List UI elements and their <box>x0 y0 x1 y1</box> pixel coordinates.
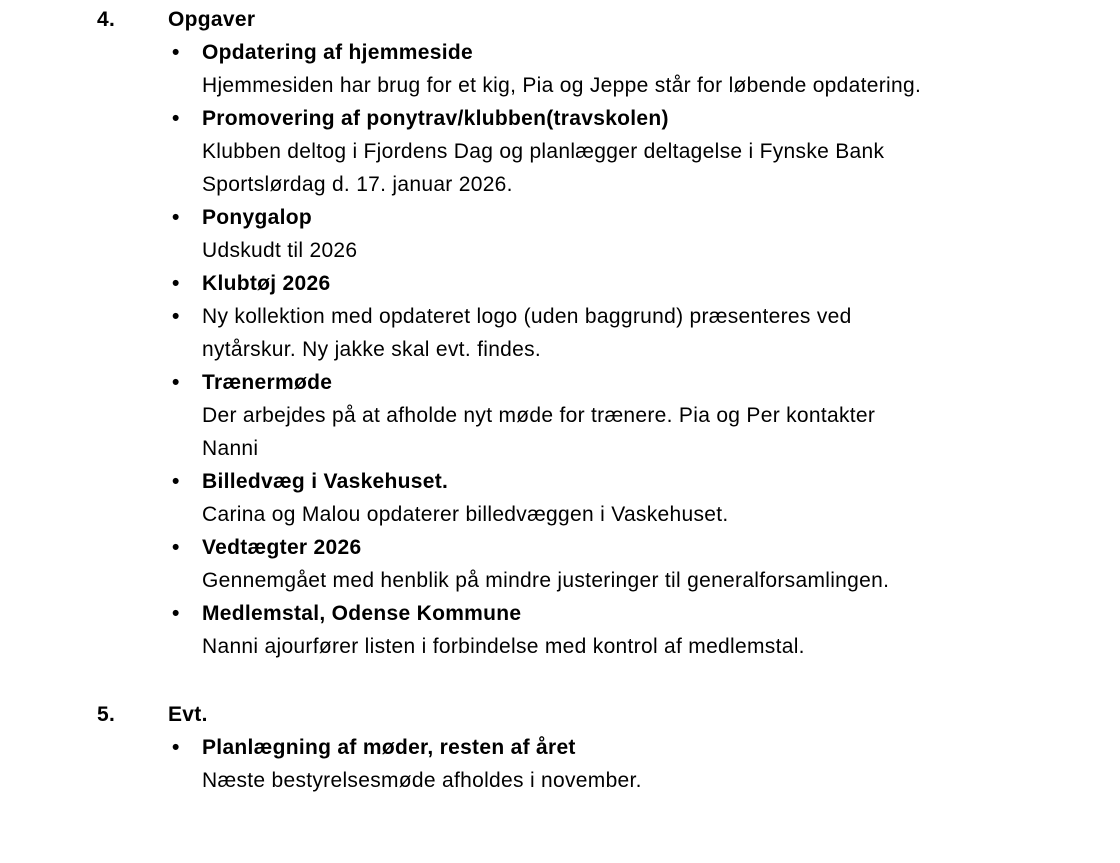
item-text-line: Næste bestyrelsesmøde afholdes i november. <box>202 769 642 792</box>
list-item <box>97 366 1100 465</box>
list-item <box>97 102 1100 201</box>
section-items <box>97 36 1100 663</box>
item-heading: Ponygalop <box>202 206 313 229</box>
item-text-line: Hjemmesiden har brug for et kig, Pia og Jeppe står for løbende opdatering. <box>202 74 922 97</box>
item-heading: Vedtægter 2026 <box>202 536 362 559</box>
bullet-icon: • <box>172 107 180 130</box>
list-item <box>97 267 1100 300</box>
item-heading: Planlægning af møder, resten af året <box>202 736 576 759</box>
list-item <box>97 731 1100 797</box>
section-number: 5. <box>97 703 116 726</box>
section-items <box>97 731 1100 797</box>
bullet-icon: • <box>172 206 180 229</box>
section-number: 4. <box>97 8 116 31</box>
item-text-line: Udskudt til 2026 <box>202 239 358 262</box>
item-text-line: Sportslørdag d. 17. januar 2026. <box>202 173 513 196</box>
item-heading: Trænermøde <box>202 371 333 394</box>
item-text-line: nytårskur. Ny jakke skal evt. findes. <box>202 338 542 361</box>
bullet-icon: • <box>172 305 180 328</box>
bullet-icon: • <box>172 602 180 625</box>
item-heading: Promovering af ponytrav/klubben(travskolen) <box>202 107 669 130</box>
bullet-icon: • <box>172 371 180 394</box>
list-item <box>97 201 1100 267</box>
section-title: Evt. <box>168 703 208 726</box>
list-item <box>97 597 1100 663</box>
list-item <box>97 300 1100 366</box>
bullet-icon: • <box>172 536 180 559</box>
section <box>97 3 1100 663</box>
item-heading: Opdatering af hjemmeside <box>202 41 473 64</box>
list-item <box>97 465 1100 531</box>
item-text-line: Klubben deltog i Fjordens Dag og planlægger deltagelse i Fynske Bank <box>202 140 885 163</box>
item-heading: Klubtøj 2026 <box>202 272 331 295</box>
item-text-line: Gennemgået med henblik på mindre justeringer til generalforsamlingen. <box>202 569 890 592</box>
item-text-line: Ny kollektion med opdateret logo (uden baggrund) præsenteres ved <box>202 305 852 328</box>
item-text-line: Carina og Malou opdaterer billedvæggen i Vaskehuset. <box>202 503 729 526</box>
bullet-icon: • <box>172 41 180 64</box>
item-text-line: Der arbejdes på at afholde nyt møde for trænere. Pia og Per kontakter <box>202 404 876 427</box>
item-heading: Medlemstal, Odense Kommune <box>202 602 522 625</box>
section-header <box>97 698 1100 731</box>
list-item <box>97 531 1100 597</box>
item-text-line: Nanni ajourfører listen i forbindelse med kontrol af medlemstal. <box>202 635 805 658</box>
section-title: Opgaver <box>168 8 256 31</box>
bullet-icon: • <box>172 736 180 759</box>
bullet-icon: • <box>172 470 180 493</box>
item-heading: Billedvæg i Vaskehuset. <box>202 470 449 493</box>
bullet-icon: • <box>172 272 180 295</box>
section <box>97 698 1100 797</box>
item-text-line: Nanni <box>202 437 259 460</box>
list-item <box>97 36 1100 102</box>
section-header <box>97 3 1100 36</box>
